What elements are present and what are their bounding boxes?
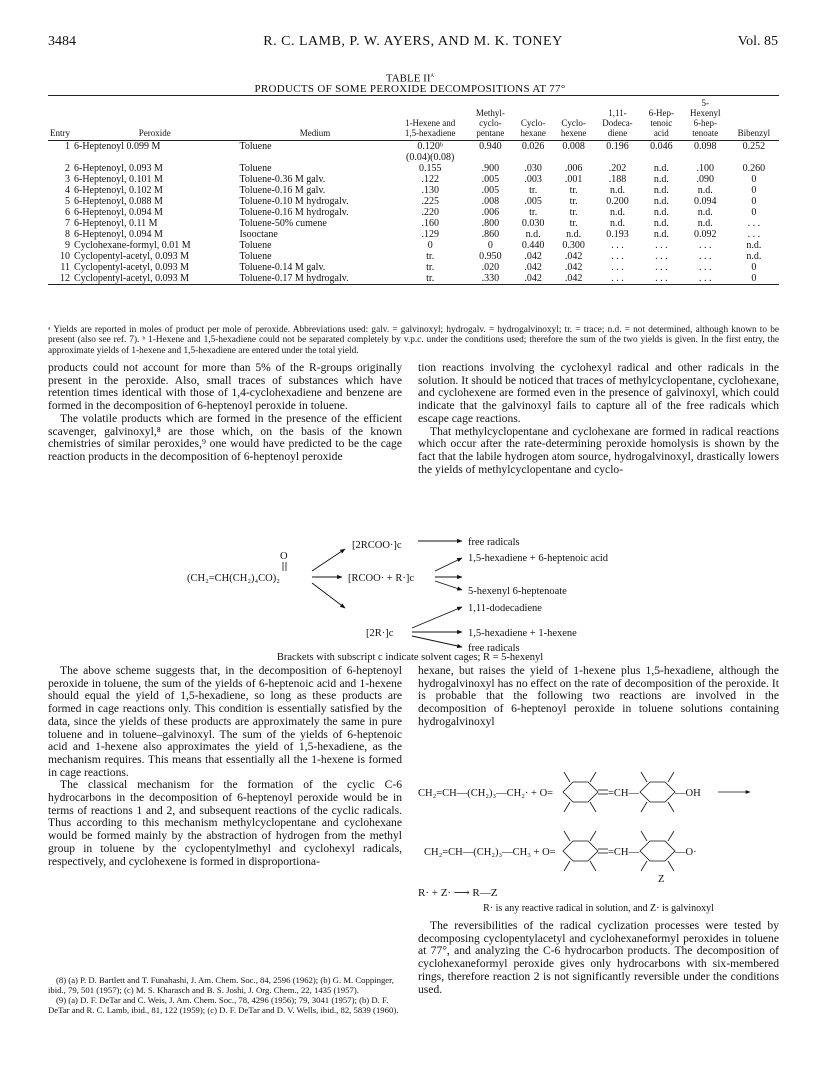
cage-alkyl-pair: [2R·]c <box>366 628 394 639</box>
table-cell: .006 <box>564 163 583 174</box>
table-cell: .042 <box>564 262 583 273</box>
paragraph: The reversibilities of the radical cyclization processes were tested by decomposing cyclopentylacetyl and cyclohexaneformyl peroxides in toluene at 77°, and analyzing the C-6 hydrocarbon products. The decomposition of cyclohexaneformyl peroxide gives only hydrocarbons with six-membered rings, therefore reaction 2 is not significantly reversible under the conditions used. <box>418 919 779 996</box>
table-cell: 0.094 <box>693 196 717 207</box>
table-cell: . . . <box>611 262 624 273</box>
table-cell: tr. <box>569 196 578 207</box>
table-cell: .006 <box>481 207 500 218</box>
column-header: 1,11- Dodeca- diene <box>594 98 641 141</box>
table-cell: Toluene <box>239 163 272 174</box>
header-authors: R. C. LAMB, P. W. AYERS, AND M. K. TONEY <box>263 34 563 49</box>
table-cell: .225 <box>421 196 439 207</box>
table-cell: 0 <box>751 207 757 218</box>
table-cell: n.d. <box>746 251 762 262</box>
table-cell: . . . <box>594 273 641 285</box>
table-cell: 11 <box>60 262 70 273</box>
table-cell: 0.196 <box>606 141 629 152</box>
table-cell: 0.008 <box>562 141 585 152</box>
table-cell: n.d. <box>697 218 713 229</box>
table-cell <box>48 152 72 163</box>
table-cell: 6-Heptenoyl, 0.094 M <box>74 229 163 240</box>
table-cell: .202 <box>608 163 627 174</box>
table-cell: tr. <box>529 185 538 196</box>
table-cell: 6-Heptenoyl, 0.102 M <box>74 185 163 196</box>
table-row <box>48 185 779 196</box>
table-cell: .130 <box>421 185 439 196</box>
column-header: Cyclo- hexane <box>513 98 553 141</box>
table-cell: . . . <box>611 240 624 251</box>
table-cell: 0 <box>427 240 433 251</box>
table-cell: .042 <box>524 251 542 262</box>
table-cell: Toluene-50% cumene <box>239 218 327 229</box>
table-cell: 6-Heptenoyl, 0.11 M <box>74 218 158 229</box>
table-cell: 4 <box>65 185 70 196</box>
table-cell: Cyclohexane-formyl, 0.01 M <box>74 240 191 251</box>
table-cell <box>72 152 237 163</box>
table-cell: Cyclopentyl-acetyl, 0.093 M <box>72 273 237 285</box>
table-row <box>48 174 779 185</box>
column-header: Bibenzyl <box>729 98 779 141</box>
table-cell: 0 <box>487 240 493 251</box>
paragraph: tion reactions involving the cyclohexyl radical and other radicals in the solution. It should be noticed that traces of methylcyclopentane, cyclohexane, and cyclohexene are formed even in the presence of galvinoxyl, which could indicate that the galvinoxyl fails to capture all of the free radicals which escape cage reactions. <box>418 361 779 425</box>
table-cell: . . . <box>641 273 681 285</box>
table-cell: .042 <box>513 273 553 285</box>
r2-mid: =CH— <box>608 847 640 858</box>
table-cell: 0.092 <box>693 229 717 240</box>
table-cell: 2 <box>65 163 70 174</box>
table-cell: . . . <box>747 229 761 240</box>
table-cell: 9 <box>65 240 70 251</box>
column-header: Methyl- cyclo- pentane <box>468 98 513 141</box>
table-row <box>48 273 779 285</box>
column-header: Medium <box>237 98 392 141</box>
paragraph: products could not account for more than 5% of the R-groups originally present in the peroxide. Also, small traces of substances which have retention times identical with those of 1,4-cyclohexadiene and benzene are formed in the decomposition of 6-heptenoyl peroxide in toluene. <box>48 361 402 413</box>
product-ester: 5-hexenyl 6-heptenoate <box>468 586 567 597</box>
table-cell: 0.155 <box>418 163 442 174</box>
table-cell: . . . <box>682 273 729 285</box>
table-cell: (0.04)(0.08) <box>406 152 455 163</box>
table-cell: Toluene <box>239 251 272 262</box>
table-row <box>48 196 779 207</box>
reaction-scheme <box>0 526 820 652</box>
table-cell: .900 <box>481 163 500 174</box>
left-column-bottom <box>48 665 402 868</box>
table-cell: n.d. <box>746 240 762 251</box>
product-free-radicals-2: free radicals <box>468 643 520 652</box>
table-cell: 0.440 <box>521 240 545 251</box>
table-row <box>48 218 779 229</box>
table-cell: .122 <box>421 174 439 185</box>
table-cell: n.d. <box>609 207 625 218</box>
table-cell: .330 <box>468 273 513 285</box>
table-cell: Toluene-0.36 M galv. <box>239 174 326 185</box>
table-cell: tr. <box>426 251 435 262</box>
table-cell: 0 <box>729 273 779 285</box>
table-cell: Toluene-0.17 M hydrogalv. <box>237 273 392 285</box>
table-cell: 0.193 <box>606 229 629 240</box>
table-cell: 7 <box>65 218 70 229</box>
reaction-caption: R· is any reactive radical in solution, and Z· is galvinoxyl <box>483 903 714 914</box>
table-cell: tr. <box>393 273 468 285</box>
table-cell: .860 <box>481 229 500 240</box>
table-cell: . . . <box>698 251 712 262</box>
table-cell: 0 <box>751 262 757 273</box>
paragraph: That methylcyclopentane and cyclohexane are formed in radical reactions which occur after the rate-determining peroxide homolysis is shown by the fact that the labile hydrogen atom source, hydrogalvinoxyl, drastically lowers the yields of methylcyclopentane and cyclo- <box>418 424 779 476</box>
table-cell <box>729 152 779 163</box>
table-cell: 5 <box>65 196 70 207</box>
product-hexadiene-hexene: 1,5-hexadiene + 1-hexene <box>468 628 577 639</box>
reference-9: (9) (a) D. F. DeTar and C. Weis, J. Am. Chem. Soc., 78, 4296 (1956); 79, 3041 (1957); (b) D. F. DeTar and R. C. Lamb, ibid., 81, 122 (1959); (c) D. F. DeTar and D. V. Wells, ibid., 82, 5839 (1960). <box>48 995 399 1015</box>
table-cell: .030 <box>524 163 542 174</box>
table-footnote: ᵃ Yields are reported in moles of product per mole of peroxide. Abbreviations used: galv. = galvinoxyl; hydrogalv. = hydrogalvinoxyl; tr. = trace; n.d. = not determined, although known to be present (also see ref. 7). ᵇ 1-Hexene and 1,5-hexadiene could not be separated completely by v.p.c. under the conditions used; therefore the sum of the two yields is given. In the first entry, the approximate yields of 1-hexene and 1,5-hexadiene are entered under the total yield. <box>48 325 779 356</box>
table-cell: .090 <box>696 174 714 185</box>
cage-acyloxy-pair: [2RCOO·]c <box>352 540 402 551</box>
table-cell: .188 <box>608 174 627 185</box>
table-row <box>48 229 779 240</box>
table-cell: .129 <box>421 229 439 240</box>
table-cell: . . . <box>655 240 668 251</box>
table-cell: 0.940 <box>479 141 502 152</box>
reference-8: (8) (a) P. D. Bartlett and T. Funahashi, J. Am. Chem. Soc., 84, 2596 (1962); (b) G. M. Coppinger, ibid., 79, 501 (1957); (c) M. S. Kharasch and B. S. Joshi, J. Org. Chem., 22, 1435 (1957). <box>48 975 394 995</box>
table-cell: 10 <box>60 251 70 262</box>
table-cell: 0 <box>751 174 757 185</box>
table-row <box>48 163 779 174</box>
table-cell: .005 <box>481 185 500 196</box>
table-cell: 0.300 <box>562 240 585 251</box>
table-cell: 0 <box>751 185 757 196</box>
column-header: 5- Hexenyl 6-hep- tenoate <box>682 98 729 141</box>
table-cell: 6 <box>65 207 70 218</box>
table-cell <box>553 152 593 163</box>
right-column-bottom <box>418 665 779 729</box>
table-cell: n.d. <box>653 229 669 240</box>
table-cell <box>513 152 553 163</box>
header-volume: Vol. 85 <box>737 34 778 49</box>
table-cell: Isooctane <box>239 229 278 240</box>
table-cell <box>682 152 729 163</box>
table-cell: n.d. <box>653 207 669 218</box>
column-header: 1-Hexene and 1,5-hexadiene <box>393 98 468 141</box>
table-cell: 6-Heptenoyl 0.099 M <box>74 141 161 152</box>
table-cell: . . . <box>747 218 761 229</box>
table-cell: 12 <box>48 273 72 285</box>
table-cell: n.d. <box>566 229 582 240</box>
table-cell: tr. <box>569 207 578 218</box>
table-cell: tr. <box>426 262 435 273</box>
table-cell: 0.260 <box>742 163 766 174</box>
cage-mixed-pair: [RCOO· + R·]c <box>348 573 414 584</box>
table-cell: n.d. <box>609 218 625 229</box>
r2-left: CH₂=CH—(CH₂)₃—CH₃ + O= <box>424 847 556 858</box>
table-cell: .003 <box>524 174 542 185</box>
right-column-top <box>418 362 779 476</box>
table-cell: n.d. <box>653 185 669 196</box>
carbonyl-o: O <box>280 551 288 562</box>
page-number: 3484 <box>48 34 76 49</box>
paragraph: The volatile products which are formed in the presence of the efficient scavenger, galvinoxyl,⁸ are those which, on the basis of the known chemistries of similar peroxides,⁹ one would have predicted to be the cage reaction products in the decomposition of 6-heptenoyl peroxide <box>48 411 402 463</box>
paragraph: The above scheme suggests that, in the decomposition of 6-heptenoyl peroxide in toluene, the sum of the yields of 6-heptenoic acid and 1-hexene should equal the yield of 1,5-hexadiene, so long as these products are formed in cage reactions only. This condition is essentially satisfied by the data, since the yields of these products are approximately the same in pure toluene and in toluene–galvinoxyl. The sum of the yields of 6-heptenoic acid and 1-hexene also approximates the yield of 1,5-hexadiene, as the mechanism requires. This means that essentially all the 1-hexene is formed in cage reactions. <box>48 664 402 779</box>
column-header: Entry <box>48 98 72 141</box>
table-cell: 0 <box>751 196 757 207</box>
table-cell: .042 <box>524 262 542 273</box>
table-row <box>48 251 779 262</box>
table-cell: tr. <box>529 207 538 218</box>
table-cell: 6-Heptenoyl, 0.093 M <box>74 163 163 174</box>
product-hexadiene-acid: 1,5-hexadiene + 6-heptenoic acid <box>468 553 609 564</box>
references <box>48 975 402 1015</box>
table-cell: n.d. <box>653 196 669 207</box>
table-cell <box>237 152 392 163</box>
table-cell: Toluene-0.10 M hydrogalv. <box>239 196 349 207</box>
table-cell: Toluene-0.16 M hydrogalv. <box>239 207 349 218</box>
table-cell: .800 <box>481 218 500 229</box>
table-cell: 6-Heptenoyl, 0.088 M <box>74 196 163 207</box>
scheme-reactant: (CH₂=CH(CH₂)₄CO)₂ <box>187 573 280 584</box>
table-cell: .220 <box>421 207 439 218</box>
z-label: Z <box>658 874 665 885</box>
table-cell: . . . <box>611 251 624 262</box>
table-cell: n.d. <box>697 185 713 196</box>
table-cell: 0.120ᵇ <box>417 141 443 152</box>
table-cell: 0.026 <box>521 141 545 152</box>
table-cell: n.d. <box>609 185 625 196</box>
paragraph: hexane, but raises the yield of 1-hexene plus 1,5-hexadiene, although the hydrogalvinoxyl has no effect on the rate of decomposition of the peroxide. It is probable that the following two reactions are involved in the decomposition of 6-heptenoyl peroxide in toluene solutions containing hydrogalvinoxyl <box>418 664 779 728</box>
table-cell <box>468 152 513 163</box>
table-cell: . . . <box>655 262 668 273</box>
table-cell: 6-Heptenoyl, 0.094 M <box>74 207 163 218</box>
table-cell: 1 <box>65 141 70 152</box>
table-cell <box>594 152 641 163</box>
table-subtitle: PRODUCTS OF SOME PEROXIDE DECOMPOSITIONS AT 77° <box>254 83 566 95</box>
table-cell: 6-Heptenoyl, 0.101 M <box>74 174 163 185</box>
table-cell: 8 <box>65 229 70 240</box>
product-free-radicals-1: free radicals <box>468 537 520 548</box>
r1-mid: =CH— <box>608 788 640 799</box>
table-cell: .100 <box>696 163 714 174</box>
right-column-end <box>418 920 779 996</box>
table-cell: .001 <box>564 174 583 185</box>
table-cell: 3 <box>65 174 70 185</box>
left-column-top <box>48 362 402 464</box>
scheme-caption: Brackets with subscript c indicate solvent cages; R = 5-hexenyl <box>276 652 544 663</box>
column-header: Peroxide <box>72 98 237 141</box>
table-cell: tr. <box>569 218 578 229</box>
table-cell <box>641 152 681 163</box>
paragraph: The classical mechanism for the formation of the cyclic C-6 hydrocarbons in the decomposition of 6-heptenoyl peroxide would be in terms of reactions 1 and 2, and subsequent reactions of the cyclic radicals. Thus according to this mechanism methylcyclopentane and cyclohexane would be formed mainly by the abstraction of hydrogen from the methyl group in toluene by the cyclopentylmethyl and cyclohexyl radicals, respectively, and cyclohexene is formed in disproportiona- <box>48 778 402 868</box>
table-cell: n.d. <box>653 218 669 229</box>
table-cell: n.d. <box>653 174 669 185</box>
table-cell: n.d. <box>653 163 669 174</box>
column-header: Cyclo- hexene <box>553 98 593 141</box>
products-table <box>48 95 779 285</box>
table-cell: Cyclopentyl-acetyl, 0.093 M <box>74 251 189 262</box>
table-row <box>48 207 779 218</box>
r2-right: —O· <box>675 847 697 858</box>
table-cell: .005 <box>524 196 542 207</box>
table-cell: Toluene-0.14 M galv. <box>239 262 326 273</box>
table-cell: Toluene-0.16 M galv. <box>239 185 326 196</box>
table-cell: 0.252 <box>742 141 766 152</box>
column-header: 6-Hep- tenoic acid <box>641 98 681 141</box>
table-cell: . . . <box>698 240 712 251</box>
table-cell: Toluene <box>239 141 272 152</box>
table-row <box>48 152 779 163</box>
table-row <box>48 240 779 251</box>
table-cell: Cyclopentyl-acetyl, 0.093 M <box>74 262 189 273</box>
r1-right: —OH <box>675 788 701 799</box>
table-cell: 0.200 <box>606 196 629 207</box>
table-cell: .160 <box>421 218 439 229</box>
table-cell: .042 <box>553 273 593 285</box>
table-cell: .005 <box>481 174 500 185</box>
reaction-equations <box>418 760 779 885</box>
table-cell: n.d. <box>697 207 713 218</box>
table-cell: n.d. <box>525 229 541 240</box>
r1-left: CH₂=CH—(CH₂)₃—CH₂· + O= <box>418 788 554 799</box>
table-cell: .020 <box>481 262 500 273</box>
table-cell: . . . <box>698 262 712 273</box>
table-cell: .008 <box>481 196 500 207</box>
table-cell: 0.950 <box>479 251 502 262</box>
product-dodecadiene: 1,11-dodecadiene <box>468 603 542 614</box>
table-cell: tr. <box>569 185 578 196</box>
table-cell: .042 <box>564 251 583 262</box>
table-row <box>48 262 779 273</box>
table-row <box>48 141 779 153</box>
table-title: TABLE $II^a$ <box>385 70 435 85</box>
table-cell: 0.046 <box>650 141 673 152</box>
table-cell: . . . <box>655 251 668 262</box>
table-cell: Toluene <box>239 240 272 251</box>
table-cell: 0.098 <box>693 141 717 152</box>
reaction-3: R· + Z· ⟶ R—Z <box>418 887 498 899</box>
table-cell: 0.030 <box>521 218 545 229</box>
